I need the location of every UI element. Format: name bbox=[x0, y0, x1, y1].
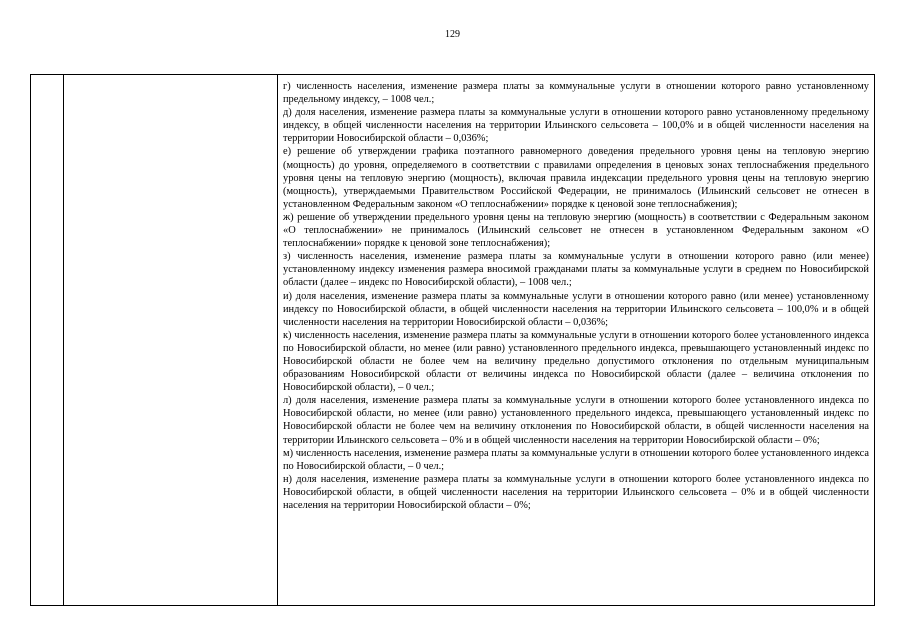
table-column-name bbox=[64, 75, 278, 605]
page-number: 129 bbox=[445, 29, 460, 40]
paragraph-l: л) доля населения, изменение размера платы за коммунальные услуги в отношении которого более установленного индекса по Новосибирской области, но менее (или равно) установленного предельного индекса, превышающего установленный индекс по Новосибирской области не более чем на величину отклонения по Новосибирской области, в общей численности населения на территории Ильинского сельсовета – 0% и в общей численности населения на территории Новосибирской области – 0%; bbox=[283, 395, 869, 446]
paragraph-m: м) численность населения, изменение размера платы за коммунальные услуги в отношении которого более установленного индекса по Новосибирской области, – 0 чел.; bbox=[283, 447, 869, 472]
table-column-number bbox=[31, 75, 64, 605]
paragraph-e: е) решение об утверждении графика поэтапного равномерного доведения предельного уровня цены на тепловую энергию (мощность) до уровня, определяемого в соответствии с правилами определения в ценовых зонах теплоснабжения предельного уровня цены на тепловую энергию (мощность), включая правила индексации предельного уровня цены на тепловую энергию (мощность), утверждаемыми Правительством Российской Федерации, не принималось (Ильинский сельсовет не отнесен в установленном Федеральным законом «О теплоснабжении» порядке к ценовой зоне теплоснабжения); bbox=[283, 146, 869, 210]
paragraph-k: к) численность населения, изменение размера платы за коммунальные услуги в отношении которого более установленного индекса по Новосибирской области, но менее (или равно) установленного предельного индекса, превышающего установленный индекс по Новосибирской области не более чем на величину предельно допустимого отклонения по отдельным муниципальным образованиям Новосибирской области от величины индекса по Новосибирской области (далее – величина отклонения по Новосибирской области), – 0 чел.; bbox=[283, 329, 869, 394]
paragraph-z: з) численность населения, изменение размера платы за коммунальные услуги в отношении которого равно (или менее) установленному индексу изменения размера вносимой гражданами платы за коммунальные услуги в среднем по Новосибирской области (далее – индекс по Новосибирской области), – 1008 чел.; bbox=[283, 251, 869, 289]
paragraph-i: и) доля населения, изменение размера платы за коммунальные услуги в отношении которого равно (или менее) установленному индексу по Новосибирской области, в общей численности населения на территории Ильинского сельсовета – 100,0% и в общей численности населения на территории Новосибирской области – 0,036%; bbox=[283, 290, 869, 328]
table-column-text bbox=[283, 80, 869, 512]
content-table bbox=[30, 74, 875, 606]
paragraph-d: д) доля населения, изменение размера платы за коммунальные услуги в отношении которого равно установленному предельному индексу, в общей численности населения на территории Ильинского сельсовета – 100,0% и в общей численности населения на территории Новосибирской области – 0,036%; bbox=[283, 107, 869, 145]
paragraph-n: н) доля населения, изменение размера платы за коммунальные услуги в отношении которого более установленного индекса по Новосибирской области, в общей численности населения на территории Ильинского сельсовета – 0% и в общей численности населения на территории Новосибирской области – 0%; bbox=[283, 473, 869, 511]
paragraph-zh: ж) решение об утверждении предельного уровня цены на тепловую энергию (мощность) в соответствии с Федеральным законом «О теплоснабжении» не принималось (Ильинский сельсовет не отнесен в установленном Федеральным законом «О теплоснабжении» порядке к ценовой зоне теплоснабжения); bbox=[283, 211, 869, 250]
paragraph-g: г) численность населения, изменение размера платы за коммунальные услуги в отношении которого равно установленному предельному индексу, – 1008 чел.; bbox=[283, 81, 869, 106]
